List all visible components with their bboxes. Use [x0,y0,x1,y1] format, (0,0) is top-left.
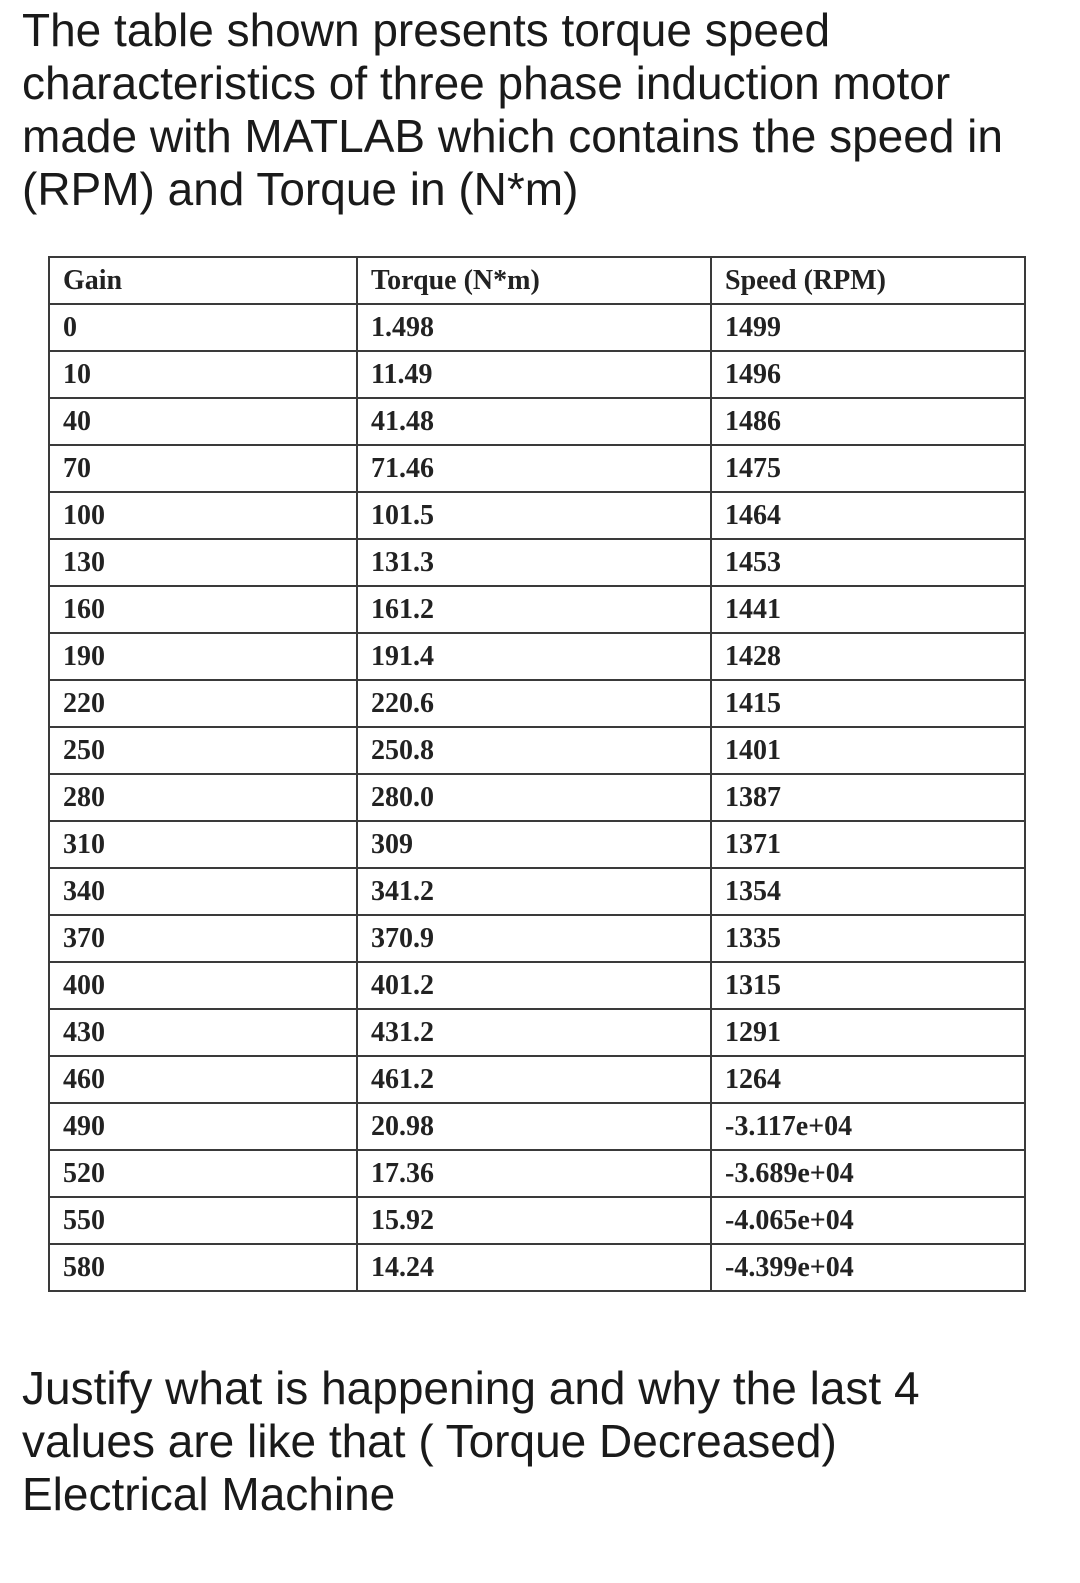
cell-gain: 460 [49,1056,357,1103]
cell-gain: 310 [49,821,357,868]
table-row [49,351,1025,398]
question-line: Justify what is happening and why the last 4 [22,1362,920,1414]
cell-torque: 191.4 [357,633,711,680]
cell-speed: 1499 [711,304,1025,351]
cell-gain: 250 [49,727,357,774]
table-row [49,774,1025,821]
question-line: Electrical Machine [22,1468,396,1520]
cell-torque: 220.6 [357,680,711,727]
header-gain: Gain [49,257,357,304]
cell-gain: 340 [49,868,357,915]
cell-gain: 400 [49,962,357,1009]
cell-torque: 71.46 [357,445,711,492]
cell-speed: -3.689e+04 [711,1150,1025,1197]
header-torque: Torque (N*m) [357,257,711,304]
cell-speed: 1315 [711,962,1025,1009]
cell-gain: 0 [49,304,357,351]
cell-speed: 1453 [711,539,1025,586]
cell-gain: 130 [49,539,357,586]
cell-speed: -4.065e+04 [711,1197,1025,1244]
cell-torque: 250.8 [357,727,711,774]
cell-speed: 1371 [711,821,1025,868]
cell-torque: 431.2 [357,1009,711,1056]
cell-torque: 101.5 [357,492,711,539]
table-row [49,1197,1025,1244]
cell-gain: 100 [49,492,357,539]
table-row [49,680,1025,727]
table-row [49,1103,1025,1150]
cell-speed: 1464 [711,492,1025,539]
table-row [49,633,1025,680]
intro-line: characteristics of three phase induction motor [22,57,951,109]
question-paragraph [22,1362,1062,1521]
intro-line: made with MATLAB which contains the speed in [22,110,1003,162]
cell-gain: 550 [49,1197,357,1244]
cell-gain: 190 [49,633,357,680]
cell-torque: 20.98 [357,1103,711,1150]
cell-speed: 1486 [711,398,1025,445]
table-row [49,1009,1025,1056]
cell-speed: 1387 [711,774,1025,821]
cell-gain: 370 [49,915,357,962]
table-row [49,821,1025,868]
table-row [49,304,1025,351]
table-header-row [49,257,1025,304]
intro-line: The table shown presents torque speed [22,4,831,56]
cell-gain: 70 [49,445,357,492]
cell-speed: 1441 [711,586,1025,633]
cell-speed: 1335 [711,915,1025,962]
cell-gain: 10 [49,351,357,398]
cell-torque: 280.0 [357,774,711,821]
cell-gain: 580 [49,1244,357,1291]
cell-gain: 220 [49,680,357,727]
cell-torque: 14.24 [357,1244,711,1291]
table-row [49,868,1025,915]
table-row [49,727,1025,774]
cell-torque: 370.9 [357,915,711,962]
cell-torque: 15.92 [357,1197,711,1244]
table-row [49,398,1025,445]
cell-torque: 17.36 [357,1150,711,1197]
table-row [49,962,1025,1009]
table-row [49,539,1025,586]
table-row [49,586,1025,633]
cell-speed: 1354 [711,868,1025,915]
cell-gain: 40 [49,398,357,445]
table-row [49,1244,1025,1291]
cell-speed: -3.117e+04 [711,1103,1025,1150]
cell-torque: 161.2 [357,586,711,633]
cell-gain: 520 [49,1150,357,1197]
cell-speed: 1264 [711,1056,1025,1103]
intro-paragraph [22,4,1062,216]
table-row [49,492,1025,539]
cell-speed: -4.399e+04 [711,1244,1025,1291]
cell-speed: 1496 [711,351,1025,398]
table-body [49,304,1025,1291]
cell-torque: 461.2 [357,1056,711,1103]
cell-gain: 430 [49,1009,357,1056]
question-line: values are like that ( Torque Decreased) [22,1415,837,1467]
torque-speed-table [48,256,1026,1292]
cell-torque: 131.3 [357,539,711,586]
cell-torque: 341.2 [357,868,711,915]
cell-torque: 1.498 [357,304,711,351]
cell-speed: 1401 [711,727,1025,774]
cell-torque: 41.48 [357,398,711,445]
cell-speed: 1475 [711,445,1025,492]
table-row [49,915,1025,962]
cell-gain: 280 [49,774,357,821]
cell-torque: 401.2 [357,962,711,1009]
header-speed: Speed (RPM) [711,257,1025,304]
intro-line: (RPM) and Torque in (N*m) [22,163,579,215]
table-row [49,1056,1025,1103]
cell-gain: 160 [49,586,357,633]
cell-speed: 1415 [711,680,1025,727]
cell-torque: 309 [357,821,711,868]
cell-speed: 1428 [711,633,1025,680]
cell-speed: 1291 [711,1009,1025,1056]
cell-gain: 490 [49,1103,357,1150]
table-row [49,1150,1025,1197]
table-row [49,445,1025,492]
cell-torque: 11.49 [357,351,711,398]
